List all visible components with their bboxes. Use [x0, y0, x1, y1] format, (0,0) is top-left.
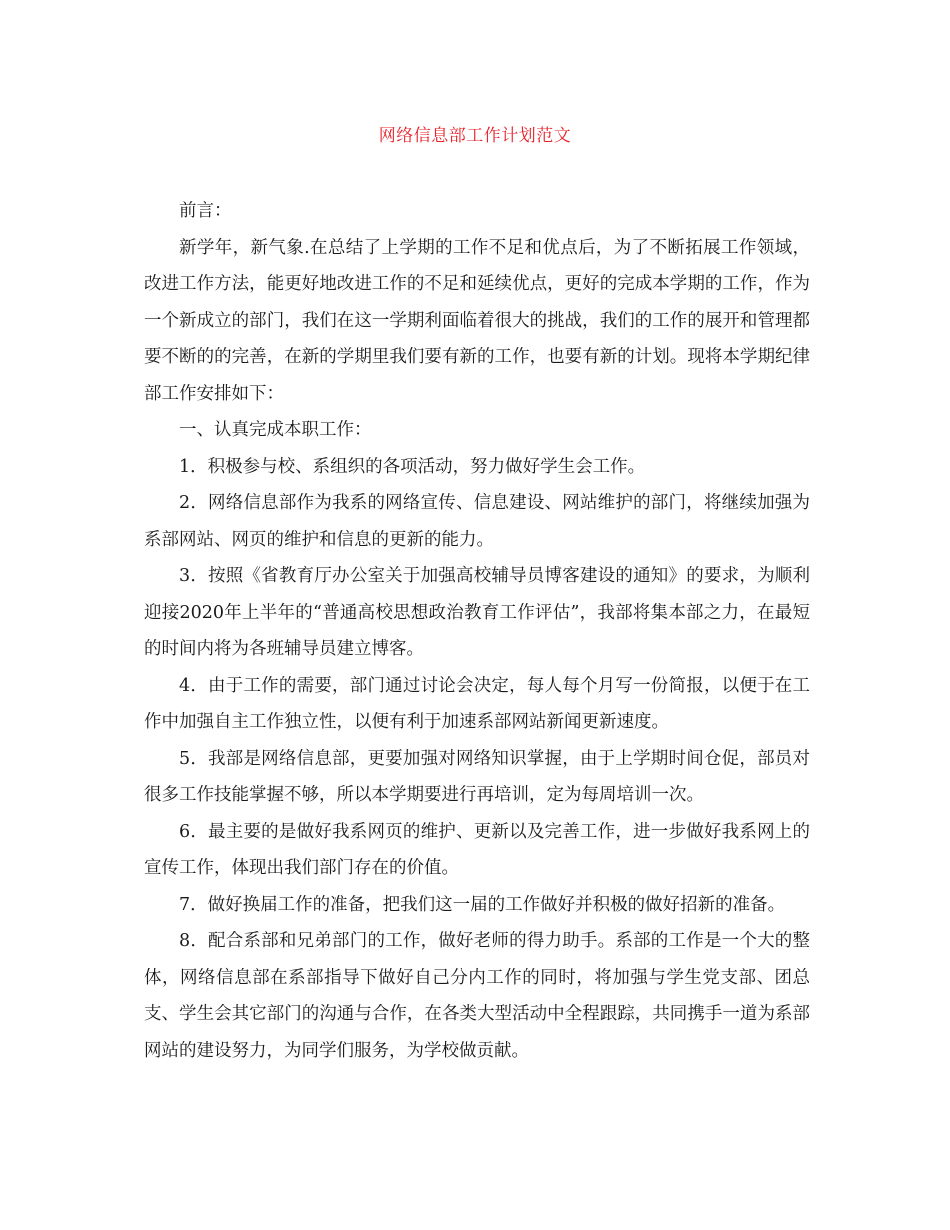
document-title: 网络信息部工作计划范文	[378, 126, 572, 146]
paragraph-item-4: 4．由于工作的需要，部门通过讨论会决定，每人每个月写一份简报，以便于在工作中加强自主工作独立性，以便有利于加速系部网站新闻更新速度。	[144, 675, 810, 732]
paragraph-preface-heading: 前言：	[179, 201, 232, 221]
document-body	[144, 193, 810, 1069]
paragraph-item-8: 8．配合系部和兄弟部门的工作，做好老师的得力助手。系部的工作是一个大的整体，网络信息部在系部指导下做好自己分内工作的同时，将加强与学生党支部、团总支、学生会其它部门的沟通与合作，在各类大型活动中全程跟踪，共同携手一道为系部网站的建设努力，为同学们服务，为学校做贡献。	[144, 931, 810, 1061]
paragraph-item-2: 2．网络信息部作为我系的网络宣传、信息建设、网站维护的部门，将继续加强为系部网站、网页的维护和信息的更新的能力。	[144, 493, 810, 550]
paragraph-item-6: 6．最主要的是做好我系网页的维护、更新以及完善工作，进一步做好我系网上的宣传工作，体现出我们部门存在的价值。	[144, 821, 810, 878]
paragraph-item-3: 3．按照《省教育厅办公室关于加强高校辅导员博客建设的通知》的要求，为顺利迎接2020年上半年的“普通高校思想政治教育工作评估”，我部将集本部之力，在最短的时间内将为各班辅导员建立博客。	[144, 566, 810, 659]
paragraph-item-7: 7．做好换届工作的准备，把我们这一届的工作做好并积极的做好招新的准备。	[179, 894, 786, 915]
paragraph-item-5: 5．我部是网络信息部，更要加强对网络知识掌握，由于上学期时间仓促，部员对很多工作技能掌握不够，所以本学期要进行再培训，定为每周培训一次。	[144, 748, 810, 805]
paragraph-intro: 新学年，新气象.在总结了上学期的工作不足和优点后，为了不断拓展工作领域，改进工作方法，能更好地改进工作的不足和延续优点，更好的完成本学期的工作，作为一个新成立的部门，我们在这一学期利面临着很大的挑战，我们的工作的展开和管理都要不断的的完善，在新的学期里我们要有新的工作，也要有新的计划。现将本学期纪律部工作安排如下：	[144, 237, 810, 404]
paragraph-item-1: 1．积极参与校、系组织的各项活动，努力做好学生会工作。	[179, 456, 646, 477]
paragraph-section-heading: 一、认真完成本职工作：	[179, 420, 372, 440]
